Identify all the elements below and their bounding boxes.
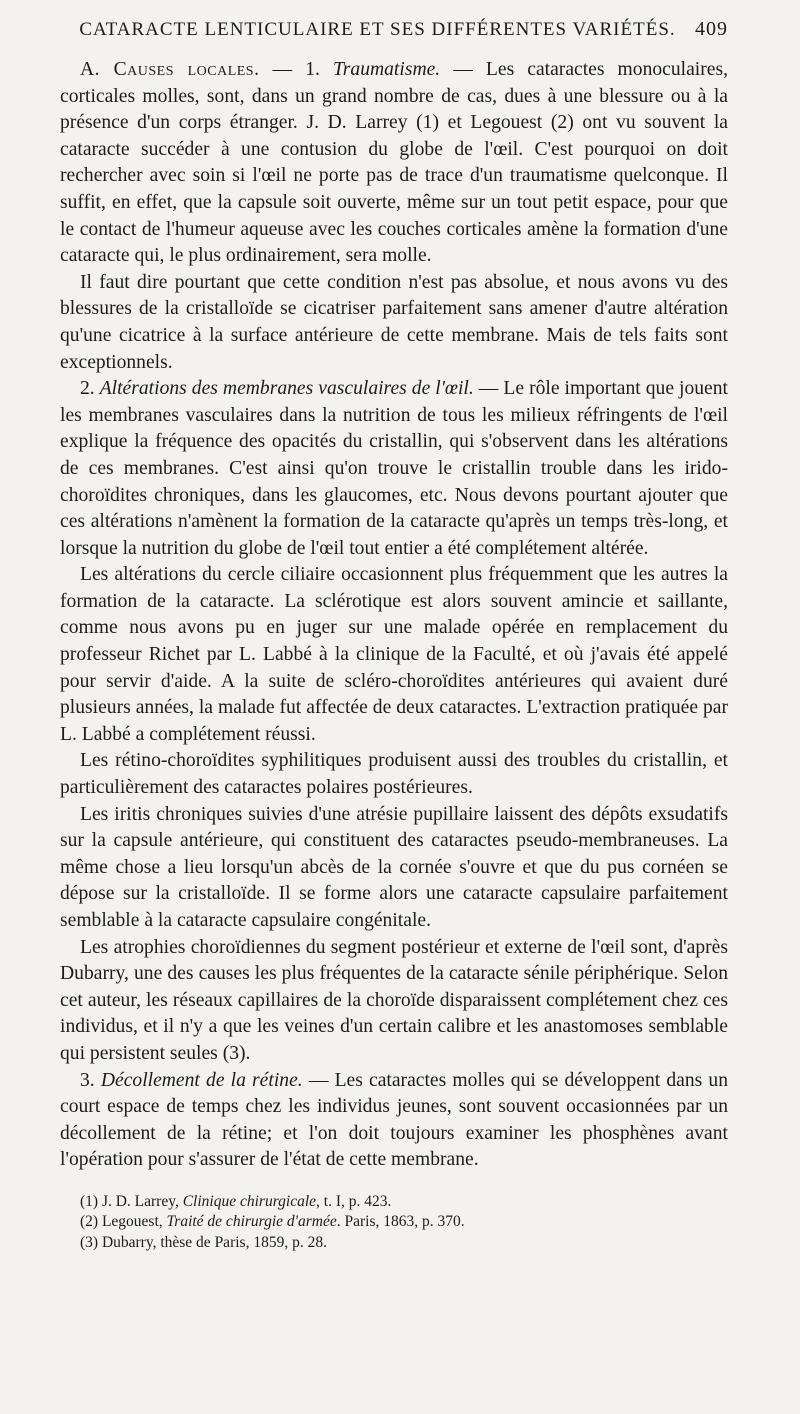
footnote-text: . Paris, 1863, p. 370. xyxy=(336,1213,465,1231)
subsection-title: Décollement de la rétine. xyxy=(100,1069,303,1091)
paragraph xyxy=(60,935,728,1068)
footnote-text: (1) J. D. Larrey, xyxy=(80,1192,183,1210)
paragraph-text: — Les cataractes molles qui se développent dans un court espace de temps chez les individus jeunes, sont souvent occasionnées par un décollement de la rétine; et l'on doit toujours examiner les phosphènes avant l'opération pour s'assurer de l'état de cette membrane. xyxy=(60,1069,729,1171)
running-title: CATARACTE LENTICULAIRE ET SES DIFFÉRENTES VARIÉTÉS. xyxy=(79,19,676,40)
footnote xyxy=(60,1192,728,1213)
footnote xyxy=(60,1212,728,1233)
subsection-title: Traumatisme. xyxy=(332,59,441,80)
subsection-title: Altérations des membranes vasculaires de l'œil. xyxy=(99,378,474,400)
paragraph-traumatisme xyxy=(60,57,728,270)
body-text xyxy=(60,57,728,1174)
paragraph-text: Les rétino-choroïdites syphilitiques produisent aussi des troubles du cristallin, et particulièrement des cataractes polaires postérieures. xyxy=(60,750,728,799)
paragraph xyxy=(60,562,728,748)
paragraph-text: — Les cataractes monoculaires, corticales molles, sont, dans un grand nombre de cas, dues à une blessure ou à la présence d'un corps étranger. J. D. Larrey (1) et Legouest (2) ont vu souvent la cataracte succéder à une contusion du globe de l'œil. C'est pourquoi on doit rechercher avec soin si l'œil ne porte pas de trace d'un traumatisme quelconque. Il suffit, en effet, que la capsule soit ouverte, même sur un tout petit espace, pour que le contact de l'humeur aqueuse avec les couches corticales amène la formation d'une cataracte qui, le plus ordinairement, sera molle. xyxy=(60,59,728,267)
paragraph-text: Les atrophies choroïdiennes du segment postérieur et externe de l'œil sont, d'après Dubarry, une des causes les plus fréquentes de la cataracte sénile périphérique. Selon cet auteur, les réseaux capillaires de la choroïde disparaissent complétement chez ces individus, et il n'y a que les veines d'un certain calibre et les anastomoses semblable qui persistent seules (3). xyxy=(60,936,728,1064)
footnote xyxy=(60,1233,728,1254)
paragraph xyxy=(60,270,728,376)
footnote-text: (2) Legouest, xyxy=(80,1213,167,1231)
heading-separator: — 1. xyxy=(259,59,333,80)
paragraph-text: Les altérations du cercle ciliaire occasionnent plus fréquemment que les autres la formation de la cataracte. La sclérotique est alors souvent amincie et saillante, comme nous avons pu en juger sur une malade opérée en remplacement du professeur Richet par L. Labbé à la clinique de la Faculté, et où j'avais été appelé pour servir d'aide. A la suite de scléro-choroïdites antérieures qui avaient duré plusieurs années, la malade fut affectée de deux cataractes. L'extraction pratiquée par L. Labbé a complétement réussi. xyxy=(60,564,728,745)
subsection-number: 3. xyxy=(80,1069,101,1091)
footnote-text: , t. I, p. 423. xyxy=(316,1192,392,1210)
footnote-title: Clinique chirurgicale xyxy=(182,1192,317,1210)
paragraph-decollement xyxy=(60,1068,728,1174)
paragraph-text: Il faut dire pourtant que cette condition n'est pas absolue, et nous avons vu des blessures de la cristalloïde se cicatriser parfaitement sans amener d'autre altération qu'une cicatrice à la surface antérieure de cette membrane. Mais de tels faits sont exceptionnels. xyxy=(60,271,728,373)
running-head xyxy=(60,18,728,41)
subsection-number: 2. xyxy=(80,378,100,400)
footnotes xyxy=(60,1192,728,1254)
paragraph-membranes xyxy=(60,376,728,562)
page-number: 409 xyxy=(695,18,728,40)
section-heading: A. Causes locales. xyxy=(80,59,260,80)
paragraph-text: Les iritis chroniques suivies d'une atrésie pupillaire laissent des dépôts exsudatifs sur la capsule antérieure, qui constituent des cataractes pseudo-membraneuses. La même chose a lieu lorsqu'un abcès de la cornée s'ouvre et que du pus cornéen se dépose sur la cristalloïde. Il se forme alors une cataracte capsulaire parfaitement semblable à la cataracte capsulaire congénitale. xyxy=(60,803,728,931)
paragraph-text: — Le rôle important que jouent les membranes vasculaires dans la nutrition de tous les milieux réfringents de l'œil explique la fréquence des opacités du cristallin, qui s'observent dans les altérations de ces membranes. C'est ainsi qu'on trouve le cristallin trouble dans les irido-choroïdites chroniques, dans les glaucomes, etc. Nous devons pourtant ajouter que ces altérations n'amènent la formation de la cataracte qu'après un temps très-long, et lorsque la nutrition du globe de l'œil tout entier a été complétement altérée. xyxy=(60,378,728,559)
footnote-text: (3) Dubarry, thèse de Paris, 1859, p. 28. xyxy=(80,1233,327,1251)
paragraph xyxy=(60,748,728,801)
paragraph xyxy=(60,802,728,935)
footnote-title: Traité de chirurgie d'armée xyxy=(166,1213,337,1231)
